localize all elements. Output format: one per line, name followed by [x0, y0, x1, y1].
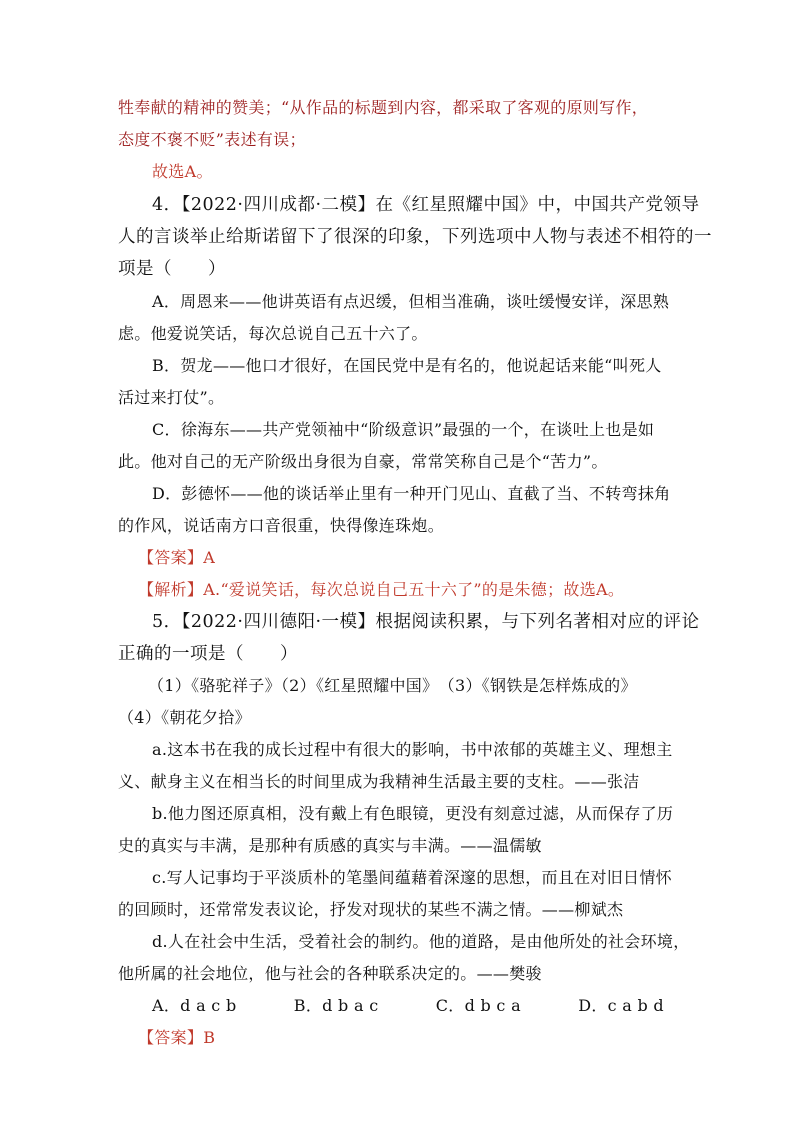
q5-comment-b-line-1: b.他力图还原真相，没有戴上有色眼镜，更没有刻意过滤，从而保存了历: [152, 804, 674, 823]
prev-analysis-line-2: 态度不褒不贬”表述有误；: [118, 130, 306, 149]
q4-option-b-line-2: 活过来打仗”。: [118, 388, 225, 407]
q4-stem-line-2: 人的言谈举止给斯诺留下了很深的印象，下列选项中人物与表述不相符的一: [118, 227, 712, 247]
q5-stem-line-2: 正确的一项是（ ）: [118, 644, 298, 664]
prev-analysis-line-1: 牲奉献的精神的赞美；“从作品的标题到内容，都采取了客观的原则写作，: [118, 98, 649, 117]
q5-answer: [138, 1028, 708, 1048]
q5-option-b: B．d b a c: [293, 996, 379, 1015]
q5-option-c: C．d b c a: [435, 996, 521, 1015]
q5-comment-d-line-1: d.人在社会中生活，受着社会的制约。他的道路，是由他所处的社会环境，: [152, 932, 690, 951]
prev-conclusion-text: 故选A。: [152, 162, 213, 181]
q5-comment-d-line-2: 他所属的社会地位，他与社会的各种联系决定的。——樊骏: [118, 964, 542, 983]
q4-option-a-line-1: A．周恩来——他讲英语有点迟缓，但相当准确，谈吐缓慢安详，深思熟: [152, 292, 670, 311]
q4-option-d-line-1: D．彭德怀——他的谈话举止里有一种开门见山、直截了当、不转弯抹角: [152, 484, 671, 503]
q5-comment-b-line-2: 史的真实与丰满，是那种有质感的真实与丰满。——温儒敏: [118, 836, 542, 855]
q4-option-c-line-2: 此。他对自己的无产阶级出身很为自豪，常常笑称自己是个“苦力”。: [118, 452, 608, 471]
q4-analysis: [138, 580, 708, 600]
q4-option-a-line-2: 虑。他爱说笑话，每次总说自己五十六了。: [118, 324, 428, 343]
q5-comment-a-line-1: a.这本书在我的成长过程中有很大的影响，书中浓郁的英雄主义、理想主: [152, 740, 673, 759]
q4-option-c-line-1: C．徐海东——共产党领袖中“阶级意识”最强的一个，在谈吐上也是如: [152, 420, 655, 439]
q4-answer-tag: 【答案】: [138, 548, 204, 567]
q4-option-b-line-1: B．贺龙——他口才很好，在国民党中是有名的，他说起话来能“叫死人: [152, 356, 662, 375]
q4-answer-value: A: [203, 548, 216, 567]
q5-books-line-2: （4）《朝花夕拾》: [118, 708, 251, 727]
q5-answer-tag: 【答案】: [138, 1028, 204, 1047]
q5-comment-a-line-2: 义、献身主义在相当长的时间里成为我精神生活最主要的支柱。——张洁: [118, 772, 640, 791]
q5-answer-value: B: [203, 1028, 216, 1047]
q5-option-d: D．c a b d: [578, 996, 664, 1015]
q4-stem-line-3: 项是（ ）: [118, 259, 226, 279]
q4-answer: [138, 548, 708, 568]
q4-analysis-tag: 【解析】: [138, 580, 204, 599]
prev-conclusion: [152, 162, 722, 182]
q4-analysis-text: A.“爱说笑话，每次总说自己五十六了”的是朱德；故选A。: [203, 580, 625, 599]
q4-option-d-line-2: 的作风，说话南方口音很重，快得像连珠炮。: [118, 516, 445, 535]
q5-comment-c-line-2: 的回顾时，还常常发表议论，抒发对现状的某些不满之情。——柳斌杰: [118, 900, 624, 919]
q5-comment-c-line-1: c.写人记事均于平淡质朴的笔墨间蕴藉着深邃的思想，而且在对旧日情怀: [152, 868, 672, 887]
q4-stem-line-1: 4．【2022·四川成都·二模】在《红星照耀中国》中，中国共产党领导: [152, 195, 700, 215]
q5-books-line-1: （1）《骆驼祥子》（2）《红星照耀中国》 （3）《钢铁是怎样炼成的》: [148, 676, 637, 695]
q5-options: [152, 996, 664, 1016]
q5-stem-line-1: 5．【2022·四川德阳·一模】根据阅读积累，与下列名著相对应的评论: [152, 612, 700, 632]
q5-option-a: A．d a c b: [152, 996, 237, 1015]
